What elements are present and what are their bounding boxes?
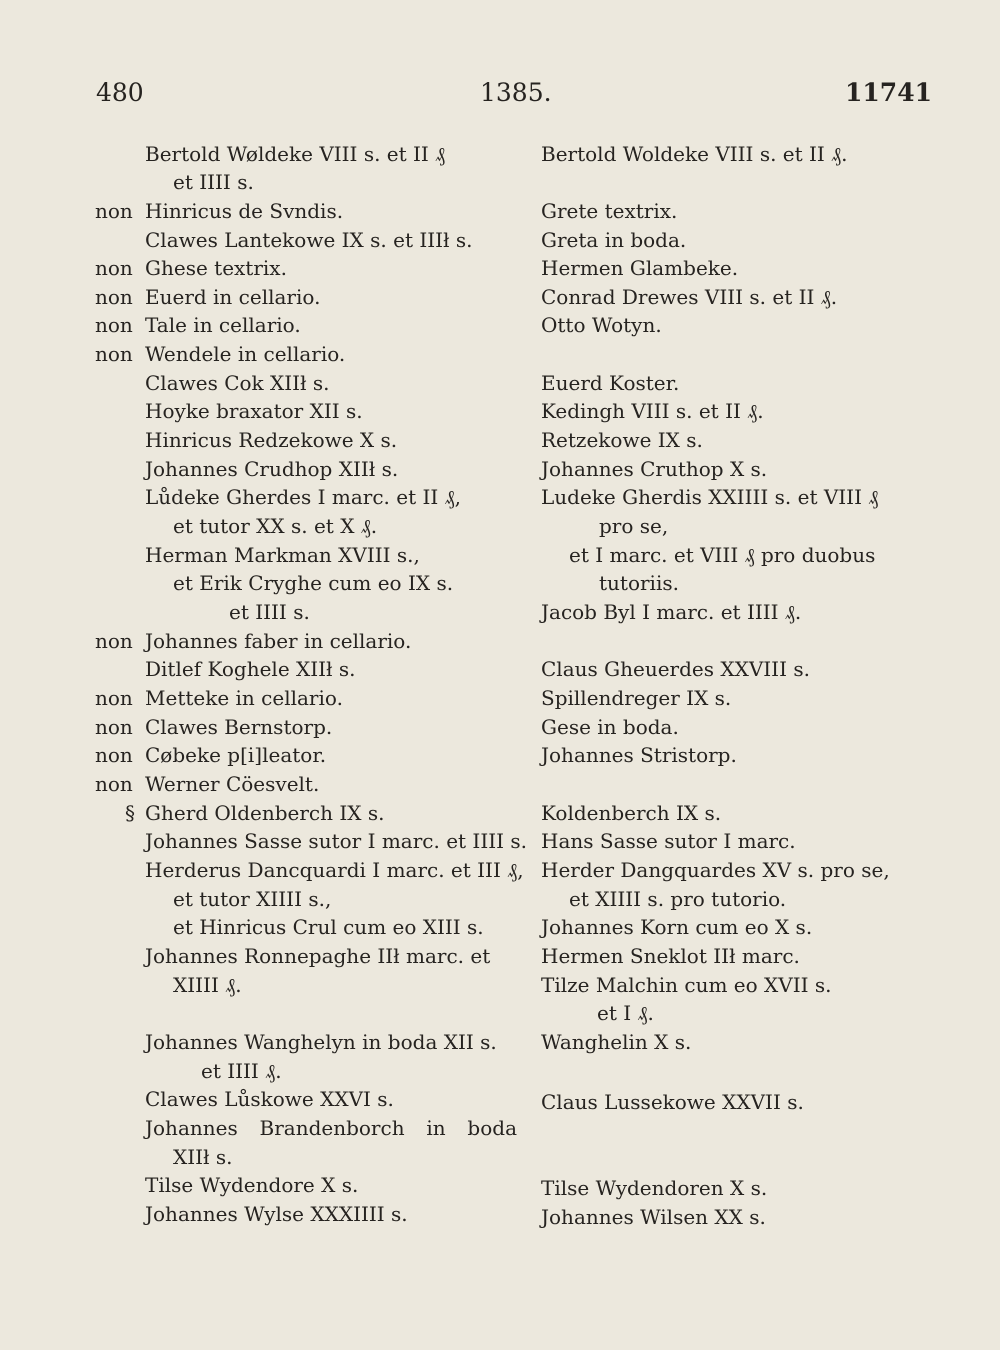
left-entry-line: Johannes Sasse sutor I marc. et IIII s. bbox=[145, 829, 528, 853]
right-entry-line: Claus Gheuerdes XXVIII s. bbox=[541, 657, 810, 681]
right-entry-line: Spillendreger IX s. bbox=[541, 686, 732, 710]
right-entry-line: Johannes Korn cum eo X s. bbox=[541, 915, 813, 939]
left-entry-line: Metteke in cellario. bbox=[145, 686, 343, 710]
left-entry-line: et IIII s. bbox=[173, 170, 254, 194]
left-entry-line: Wendele in cellario. bbox=[145, 342, 346, 366]
left-entry-line: et IIII ₰. bbox=[201, 1059, 282, 1083]
left-entry-line: Johannes Ronnepaghe IIł marc. et bbox=[145, 944, 491, 968]
left-entry-line: et tutor XIIII s., bbox=[173, 887, 332, 911]
left-entry-line: Hinricus de Svndis. bbox=[145, 199, 344, 223]
left-entry-line: Ditlef Koghele XIIł s. bbox=[145, 657, 356, 681]
non-marker: non bbox=[95, 199, 133, 223]
right-entry-line: Euerd Koster. bbox=[541, 371, 680, 395]
left-entry-line: Hoyke braxator XII s. bbox=[145, 399, 363, 423]
left-entry-line: et Erik Cryghe cum eo IX s. bbox=[173, 571, 454, 595]
left-entry-line: Euerd in cellario. bbox=[145, 285, 321, 309]
right-entry-line: Jacob Byl I marc. et IIII ₰. bbox=[541, 600, 802, 624]
right-entry-line: Herder Dangquardes XV s. pro se, bbox=[541, 858, 890, 882]
right-entry-line: et XIIII s. pro tutorio. bbox=[569, 887, 787, 911]
right-entry-line: Tilze Malchin cum eo XVII s. bbox=[541, 973, 832, 997]
right-entry-line: Kedingh VIII s. et II ₰. bbox=[541, 399, 764, 423]
year-heading: 1385. bbox=[480, 78, 552, 107]
right-entry-line: Hermen Sneklot IIł marc. bbox=[541, 944, 800, 968]
right-entry-line: Ludeke Gherdis XXIIII s. et VIII ₰ bbox=[541, 485, 879, 509]
left-entry-line: Johannes Wylse XXXIIII s. bbox=[145, 1202, 408, 1226]
page-number: 480 bbox=[96, 78, 144, 107]
right-entry-line: tutoriis. bbox=[599, 571, 679, 595]
left-entry-line: Clawes Bernstorp. bbox=[145, 715, 333, 739]
left-entry-line: Ghese textrix. bbox=[145, 256, 287, 280]
right-entry-line: Claus Lussekowe XXVII s. bbox=[541, 1090, 804, 1114]
non-marker: non bbox=[95, 743, 133, 767]
right-entry-line: Grete textrix. bbox=[541, 199, 678, 223]
non-marker: non bbox=[95, 342, 133, 366]
right-entry-line: Gese in boda. bbox=[541, 715, 679, 739]
left-entry-line: Gherd Oldenberch IX s. bbox=[145, 801, 385, 825]
right-entry-line: Wanghelin X s. bbox=[541, 1030, 692, 1054]
left-entry-line: Herman Markman XVIII s., bbox=[145, 543, 420, 567]
left-entry-line: Tale in cellario. bbox=[145, 313, 301, 337]
left-entry-line: Johannes faber in cellario. bbox=[145, 629, 412, 653]
non-marker: non bbox=[95, 313, 133, 337]
left-entry-line: XIIII ₰. bbox=[173, 973, 242, 997]
left-entry-line: Bertold Wøldeke VIII s. et II ₰ bbox=[145, 142, 446, 166]
left-entry-line: Clawes Cok XIIł s. bbox=[145, 371, 330, 395]
right-entry-line: pro se, bbox=[599, 514, 669, 538]
document-number: 11741 bbox=[845, 78, 932, 107]
non-marker: non bbox=[95, 629, 133, 653]
left-entry-line: Johannes Crudhop XIIł s. bbox=[145, 457, 399, 481]
left-entry-line: et Hinricus Crul cum eo XIII s. bbox=[173, 915, 484, 939]
right-entry-line: Conrad Drewes VIII s. et II ₰. bbox=[541, 285, 838, 309]
right-entry-line: Bertold Woldeke VIII s. et II ₰. bbox=[541, 142, 848, 166]
right-entry-line: Greta in boda. bbox=[541, 228, 687, 252]
right-entry-line: Tilse Wydendoren X s. bbox=[541, 1176, 768, 1200]
left-entry-line: Hinricus Redzekowe X s. bbox=[145, 428, 398, 452]
non-marker: non bbox=[95, 715, 133, 739]
left-entry-line: Johannes Brandenborch in boda bbox=[145, 1116, 517, 1140]
right-entry-line: Hans Sasse sutor I marc. bbox=[541, 829, 796, 853]
left-entry-line: Johannes Wanghelyn in boda XII s. bbox=[145, 1030, 497, 1054]
right-entry-line: Retzekowe IX s. bbox=[541, 428, 703, 452]
left-entry-line: et tutor XX s. et X ₰. bbox=[173, 514, 378, 538]
right-entry-line: et I marc. et VIII ₰ pro duobus bbox=[569, 543, 876, 567]
right-entry-line: Johannes Cruthop X s. bbox=[541, 457, 768, 481]
non-marker: non bbox=[95, 285, 133, 309]
non-marker: non bbox=[95, 686, 133, 710]
right-entry-line: et I ₰. bbox=[597, 1001, 654, 1025]
left-entry-line: Tilse Wydendore X s. bbox=[145, 1173, 359, 1197]
left-entry-line: Lůdeke Gherdes I marc. et II ₰, bbox=[145, 485, 461, 509]
left-entry-line: et IIII s. bbox=[229, 600, 310, 624]
non-marker: non bbox=[95, 256, 133, 280]
left-entry-line: Clawes Lantekowe IX s. et IIIł s. bbox=[145, 228, 473, 252]
left-entry-line: Cøbeke p[i]leator. bbox=[145, 743, 327, 767]
left-entry-line: XIIł s. bbox=[173, 1145, 233, 1169]
left-entry-line: Herderus Dancquardi I marc. et III ₰, bbox=[145, 858, 524, 882]
non-marker: non bbox=[95, 772, 133, 796]
right-entry-line: Hermen Glambeke. bbox=[541, 256, 739, 280]
right-entry-line: Johannes Stristorp. bbox=[541, 743, 737, 767]
section-mark: § bbox=[125, 801, 135, 825]
right-entry-line: Koldenberch IX s. bbox=[541, 801, 722, 825]
right-entry-line: Johannes Wilsen XX s. bbox=[541, 1205, 766, 1229]
right-entry-line: Otto Wotyn. bbox=[541, 313, 662, 337]
left-entry-line: Werner Cöesvelt. bbox=[145, 772, 320, 796]
left-entry-line: Clawes Lůskowe XXVI s. bbox=[145, 1087, 394, 1111]
